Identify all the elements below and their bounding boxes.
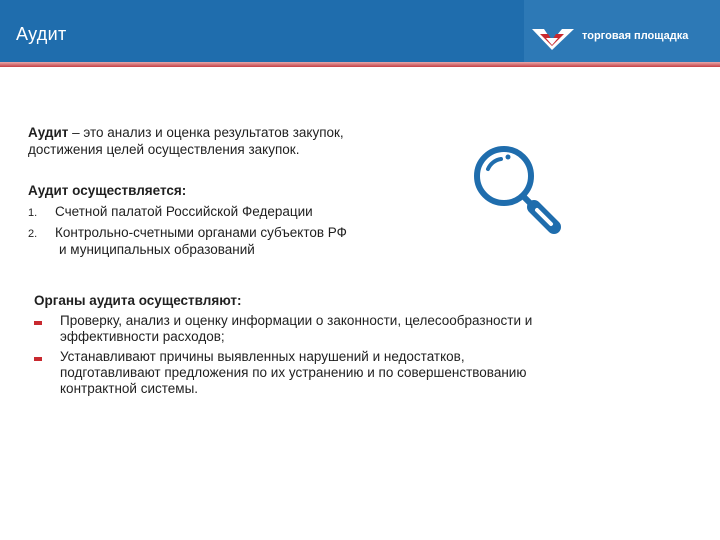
logo-mark-icon — [530, 26, 578, 52]
definition-text: – это анализ и оценка результатов закупок, — [68, 125, 344, 140]
list-item-text: подготавливают предложения по их устранению и по совершенствованию — [60, 365, 527, 380]
list-item — [34, 313, 674, 345]
list-item — [28, 203, 428, 220]
definition-text-line2: достижения целей осуществления закупок. — [28, 142, 300, 157]
list-item-text: Проверку, анализ и оценку информации о законности, целесообразности и — [60, 313, 533, 328]
logo — [524, 0, 720, 62]
bullet-marker — [34, 321, 42, 325]
list-item — [34, 349, 674, 397]
list-number: 1. — [28, 207, 38, 219]
list-item-text: Контрольно-счетными органами субъектов РФ — [55, 225, 347, 240]
list-item-text-cont: и муниципальных образований — [59, 242, 255, 257]
header-bar — [0, 0, 720, 62]
list-item-text: Счетной палатой Российской Федерации — [55, 204, 313, 219]
magnifier-icon — [468, 140, 568, 240]
list-item-text: контрактной системы. — [60, 381, 199, 396]
header-stripe — [0, 62, 720, 67]
slide-title: Аудит — [16, 24, 67, 44]
section-heading: Аудит осуществляется: — [28, 183, 187, 198]
section-heading: Органы аудита осуществляют: — [34, 293, 242, 308]
list-item-text: Устанавливают причины выявленных нарушений и недостатков, — [60, 349, 465, 364]
bullet-list — [34, 313, 674, 401]
list-item-text: эффективности расходов; — [60, 329, 225, 344]
definition-paragraph — [28, 124, 428, 158]
definition-term: Аудит — [28, 125, 69, 140]
numbered-list — [28, 203, 428, 262]
logo-text: торговая площадка — [582, 30, 689, 42]
bullet-marker — [34, 357, 42, 361]
list-item — [28, 224, 428, 258]
list-number: 2. — [28, 228, 38, 240]
